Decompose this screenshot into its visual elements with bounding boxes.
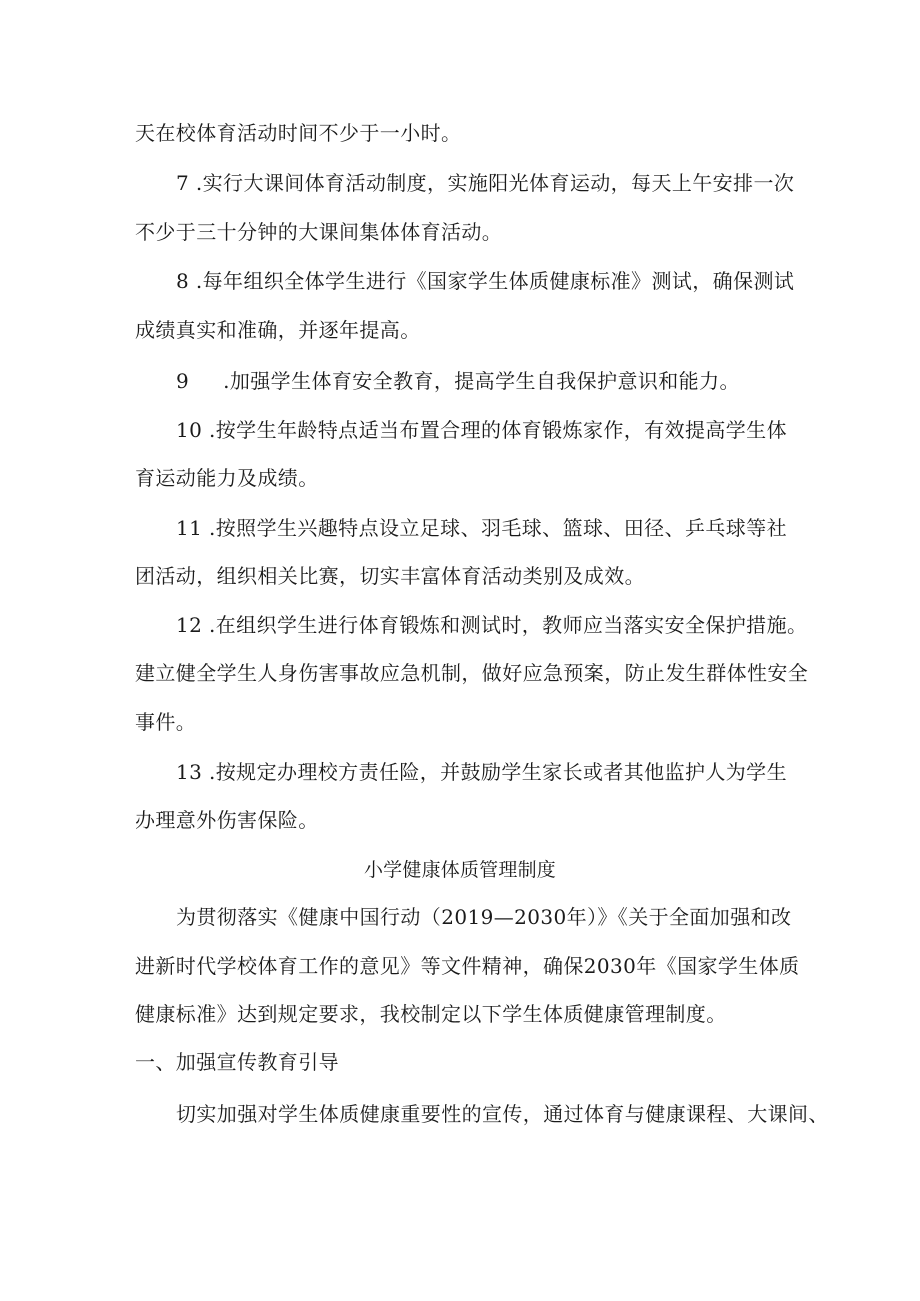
item-9-line: [176, 369, 740, 393]
item-8-line-2: 成绩真实和准确，并逐年提高。: [135, 318, 421, 342]
intro-line-2: 进新时代学校体育工作的意见》等文件精神，确保2030年《国家学生体质: [135, 954, 800, 978]
item-7-line-2: 不少于三十分钟的大课间集体体育活动。: [135, 220, 503, 244]
item-12-line-3: 事件。: [135, 710, 197, 734]
item-12-line-1: 12 .在组织学生进行体育锻炼和测试时，教师应当落实安全保护措施。: [176, 613, 808, 637]
item-12-line-2: 建立健全学生人身伤害事故应急机制，做好应急预案，防止发生群体性安全: [135, 661, 809, 685]
intro-line-1: 为贯彻落实《健康中国行动（2019—2030年）》《关于全面加强和改: [176, 905, 792, 929]
intro-line-3: 健康标准》达到规定要求，我校制定以下学生体质健康管理制度。: [135, 1002, 727, 1026]
item-10-line-1: 10 .按学生年龄特点适当布置合理的体育锻炼家作，有效提高学生体: [176, 418, 787, 442]
subheading-1: 一、加强宣传教育引导: [135, 1050, 339, 1074]
item-13-line-1: 13 .按规定办理校方责任险，并鼓励学生家长或者其他监护人为学生: [176, 760, 787, 784]
paragraph-line: 天在校体育活动时间不少于一小时。: [135, 121, 462, 145]
item-8-line-1: 8 .每年组织全体学生进行《国家学生体质健康标准》测试，确保测试: [176, 269, 795, 293]
item-10-line-2: 育运动能力及成绩。: [135, 466, 319, 490]
item-11-line-1: 11 .按照学生兴趣特点设立足球、羽毛球、篮球、田径、乒乓球等社: [176, 516, 787, 540]
item-9-text: .加强学生体育安全教育，提高学生自我保护意识和能力。: [223, 369, 740, 393]
paragraph-1-line-1: 切实加强对学生体质健康重要性的宣传，通过体育与健康课程、大课间、: [176, 1102, 829, 1126]
item-9-number: 9: [176, 369, 190, 393]
item-13-line-2: 办理意外伤害保险。: [135, 808, 319, 832]
item-7-line-1: 7 .实行大课间体育活动制度，实施阳光体育运动，每天上午安排一次: [176, 171, 795, 195]
item-11-line-2: 团活动，组织相关比赛，切实丰富体育活动类别及成效。: [135, 564, 645, 588]
section-title: 小学健康体质管理制度: [363, 859, 556, 881]
